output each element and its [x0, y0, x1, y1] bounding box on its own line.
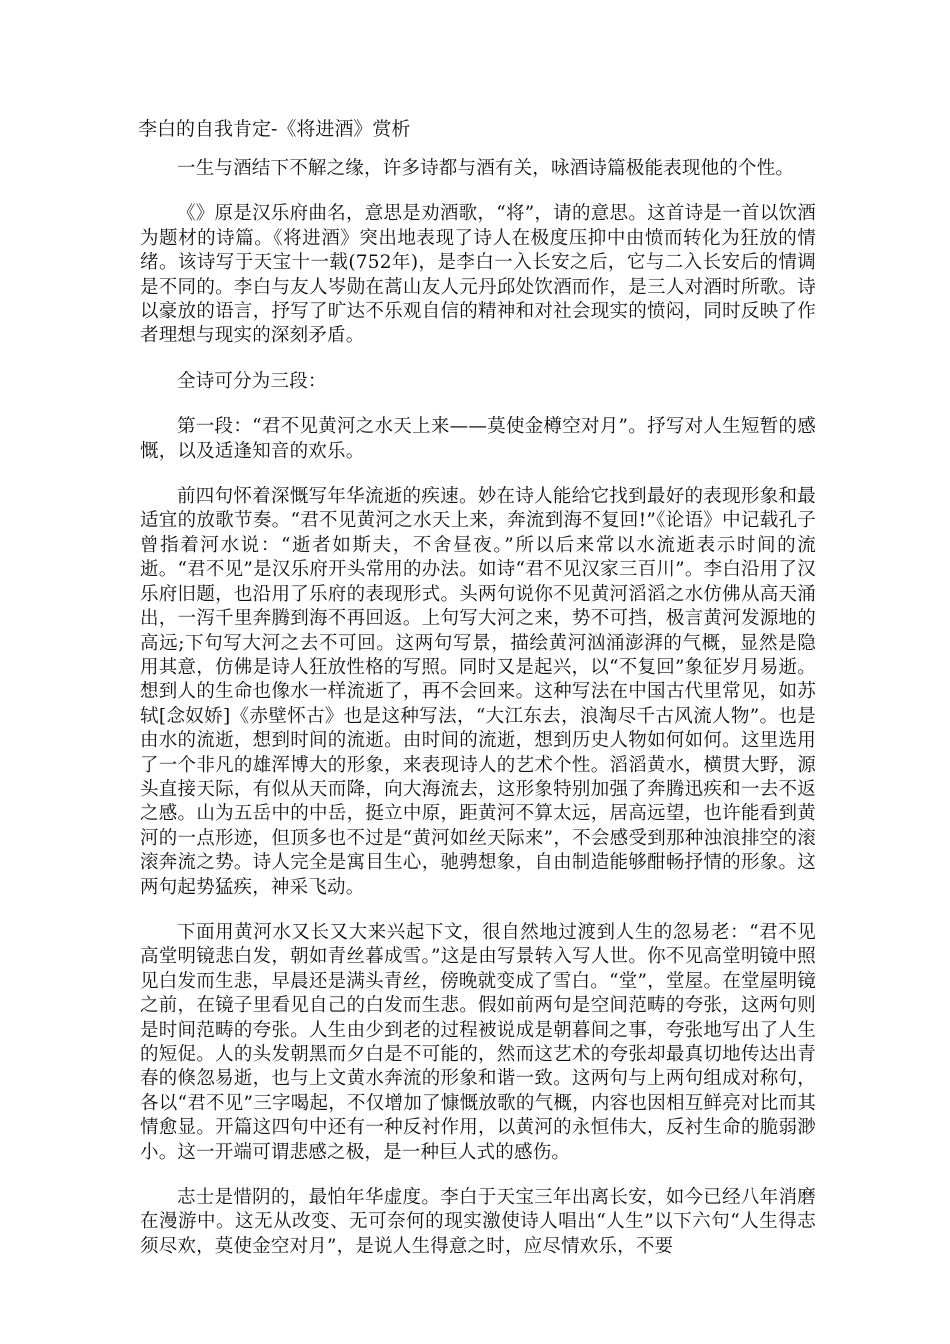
paragraph-background: 《》原是汉乐府曲名，意思是劝酒歌，“将”，请的意思。这首诗是一首以饮酒为题材的诗篇。《将进酒》突出地表现了诗人在极度压抑中由愤而转化为狂放的情绪。该诗写于天宝十一载(752年)，是李白一入长安之后，它与二入长安后的情调是不同的。李白与友人岑勋在蒿山友人元丹邱处饮酒而作，是三人对酒时所歌。诗以豪放的语言，抒写了旷达不乐观自信的精神和对社会现实的愤闷，同时反映了作者理想与现实的深刻矛盾。 — [140, 203, 816, 347]
paragraph-intro: 一生与酒结下不解之缘，许多诗都与酒有关，咏酒诗篇极能表现他的个性。 — [177, 158, 795, 179]
paragraph-section-one: 第一段：“君不见黄河之水天上来——莫使金樽空对月”。抒写对人生短暂的感慨，以及适逢知音的欢乐。 — [140, 416, 816, 462]
paragraph-structure: 全诗可分为三段： — [177, 370, 327, 392]
document-title: 李白的自我肯定-《将进酒》赏析 — [138, 118, 411, 140]
paragraph-ambition: 志士是惜阴的，最怕年华虚度。李白于天宝三年出离长安，如今已经八年消磨在漫游中。这无从改变、无可奈何的现实激使诗人唱出“人生”以下六句“人生得志须尽欢，莫使金空对月”，是说人生得意之时，应尽情欢乐，不要 — [140, 1187, 816, 1257]
document-body — [140, 157, 816, 1280]
paragraph-white-hair: 下面用黄河水又长又大来兴起下文，很自然地过渡到人生的忽易老：“君不见高堂明镜悲白发，朝如青丝暮成雪。”这是由写景转入写人世。你不见高堂明镜中照见白发而生悲，早晨还是满头青丝，傍晚就变成了雪白。“堂”，堂屋。在堂屋明镜之前，在镜子里看见自己的白发而生悲。假如前两句是空间范畴的夸张，这两句则是时间范畴的夸张。人生由少到老的过程被说成是朝暮间之事，夸张地写出了人生的短促。人的头发朝黑而夕白是不可能的，然而这艺术的夸张却最真切地传达出青春的倏忽易逝，也与上文黄水奔流的形象和谐一致。这两句与上两句组成对称句，各以“君不见”三字喝起，不仅增加了慷慨放歌的气概，内容也因相互鲜亮对比而其情愈显。开篇这四句中还有一种反衬作用，以黄河的永恒伟大，反衬生命的脆弱渺小。这一开端可谓悲感之极，是一种巨人式的感伤。 — [140, 921, 816, 1163]
paragraph-yellow-river: 前四句怀着深慨写年华流逝的疾速。妙在诗人能给它找到最好的表现形象和最适宜的放歌节奏。“君不见黄河之水天上来，奔流到海不复回!”《论语》中记载孔子曾指着河水说：“逝者如斯夫，不舍昼夜。”所以后来常以水流逝表示时间的流逝。“君不见”是汉乐府开头常用的办法。如诗“君不见汉家三百川”。李白沿用了汉乐府旧题，也沿用了乐府的表现形式。头两句说你不见黄河滔滔之水仿佛从高天涌出，一泻千里奔腾到海不再回返。上句写大河之来，势不可挡，极言黄河发源地的高远;下句写大河之去不可回。这两句写景，描绘黄河汹涌澎湃的气概，显然是隐用其意，仿佛是诗人狂放性格的写照。同时又是起兴，以“不复回”象征岁月易逝。想到人的生命也像水一样流逝了，再不会回来。这种写法在中国古代里常见，如苏轼[念奴娇]《赤壁怀古》也是这种写法，“大江东去，浪淘尽千古风流人物”。也是由水的流逝，想到时间的流逝。由时间的流逝，想到历史人物如何如何。这里选用了一个非凡的雄浑博大的形象，来表现诗人的艺术个性。滔滔黄水，横贯大野，源头直接天际，有似从天而降，向大海流去，这形象特别加强了奔腾迅疾和一去不返之感。山为五岳中的中岳，挺立中原，距黄河不算太远，居高远望，也许能看到黄河的一点形迹，但顶多也不过是“黄河如丝天际来”，不会感受到那种浊浪排空的滚滚奔流之势。诗人完全是寓目生心，驰骋想象，自由制造能够酣畅抒情的形象。这两句起势猛疾，神采飞动。 — [140, 486, 816, 898]
